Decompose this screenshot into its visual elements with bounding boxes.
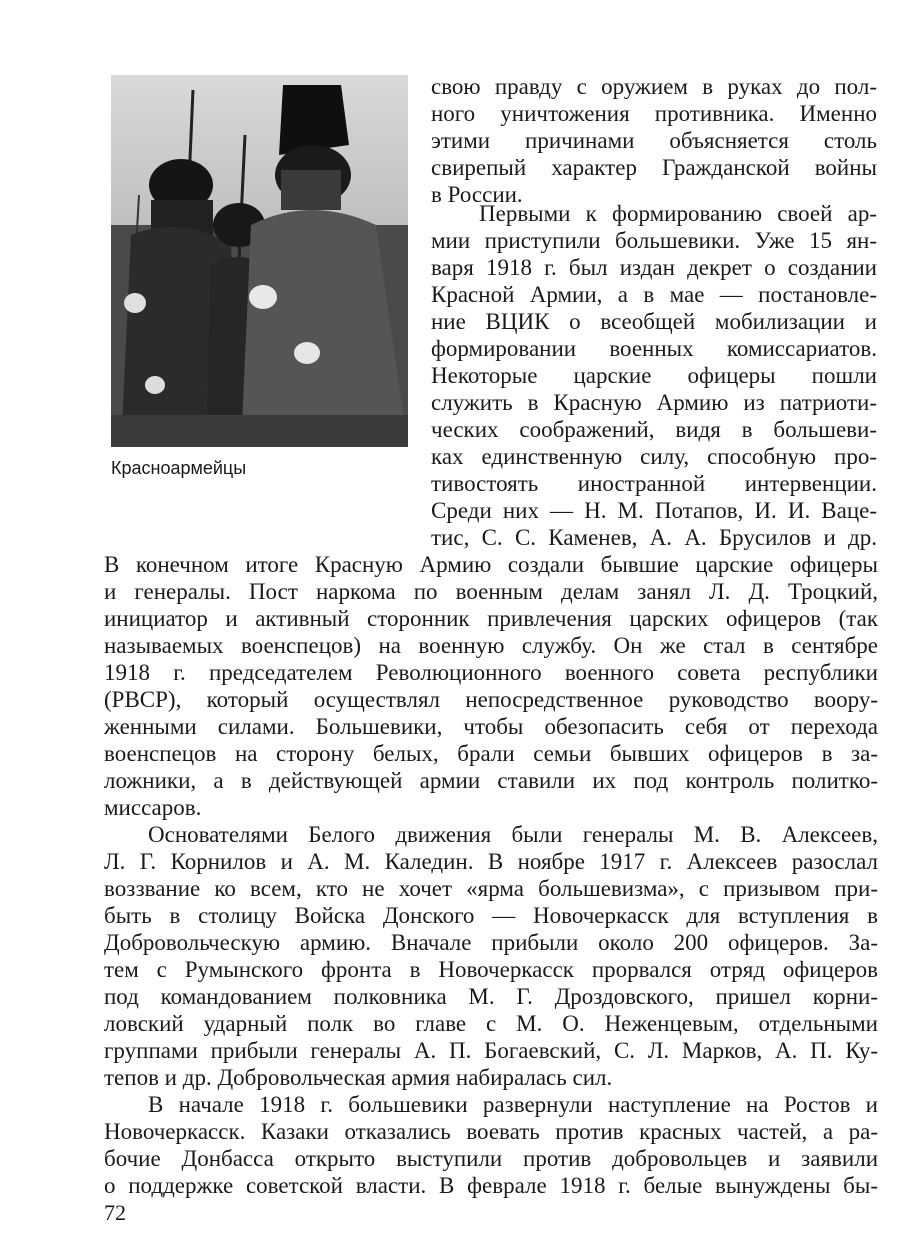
text-line: быть в столицу Войска Донского — Новочеркасск для вступления в (104, 903, 878, 928)
text-line: ловский ударный полк во главе с М. О. Неженцевым, отдельными (104, 1011, 878, 1036)
text-line: Среди них — Н. М. Потапов, И. И. Ваце- (431, 498, 877, 523)
text-line: ческих соображений, видя в большеви- (431, 417, 877, 442)
text-line: Новочеркасск. Казаки отказались воевать против красных частей, а ра- (104, 1119, 878, 1144)
text-line: Добровольческую армию. Вначале прибыли около 200 офицеров. За- (104, 930, 878, 955)
text-line: Основателями Белого движения были генералы М. В. Алексеев, (148, 822, 878, 847)
text-line: варя 1918 г. был издан декрет о создании (431, 255, 877, 280)
text-line: бочие Донбасса открыто выступили против добровольцев и заявили (104, 1146, 878, 1171)
text-line: инициатор и активный сторонник привлечения царских офицеров (так (104, 606, 878, 631)
text-line: этими причинами объясняется столь (431, 128, 877, 153)
text-line: Красной Армии, а в мае — постановле- (431, 282, 877, 307)
text-line: военспецов на сторону белых, брали семьи бывших офицеров в за- (104, 741, 878, 766)
text-line: группами прибыли генералы А. П. Богаевский, С. Л. Марков, А. П. Ку- (104, 1038, 878, 1063)
text-line: миссаров. (104, 795, 202, 820)
photo-illustration (111, 75, 408, 447)
text-line: Некоторые царские офицеры пошли (431, 363, 877, 388)
text-line: В начале 1918 г. большевики развернули наступление на Ростов и (148, 1092, 878, 1117)
text-line: и генералы. Пост наркома по военным делам занял Л. Д. Троцкий, (104, 579, 878, 604)
page-number: 72 (104, 1200, 126, 1225)
text-line: служить в Красную Армию из патриоти- (431, 390, 877, 415)
text-line: ложники, а в действующей армии ставили их под контроль политко- (104, 768, 878, 793)
text-line: формировании военных комиссариатов. (431, 336, 877, 361)
text-line: 1918 г. председателем Революционного военного совета республики (104, 660, 878, 685)
text-line: свирепый характер Гражданской войны (431, 155, 877, 180)
text-line: свою правду с оружием в руках до пол- (431, 74, 877, 99)
text-line: тивостоять иностранной интервенции. (431, 471, 877, 496)
text-line: в России. (431, 182, 523, 207)
text-line: Л. Г. Корнилов и А. М. Каледин. В ноябре 1917 г. Алексеев разослал (104, 849, 878, 874)
text-line: ках единственную силу, способную про- (431, 444, 877, 469)
text-line: Первыми к формированию своей ар- (479, 201, 877, 226)
text-line: воззвание ко всем, кто не хочет «ярма большевизма», с призывом при- (104, 876, 878, 901)
text-line: В конечном итоге Красную Армию создали бывшие царские офицеры (104, 552, 878, 577)
text-line: тем с Румынского фронта в Новочеркасск прорвался отряд офицеров (104, 957, 878, 982)
text-line: ние ВЦИК о всеобщей мобилизации и (431, 309, 877, 334)
text-line: под командованием полковника М. Г. Дроздовского, пришел корни- (104, 984, 878, 1009)
photo-red-army-soldiers (111, 75, 408, 447)
text-line: тис, С. С. Каменев, А. А. Брусилов и др. (431, 525, 877, 550)
photo-caption: Красноармейцы (111, 458, 247, 478)
text-line: женными силами. Большевики, чтобы обезопасить себя от перехода (104, 714, 878, 739)
text-line: ного уничтожения противника. Именно (431, 101, 877, 126)
text-line: тепов и др. Добровольческая армия набиралась сил. (104, 1065, 613, 1090)
text-line: (РВСР), который осуществлял непосредственное руководство воору- (104, 687, 878, 712)
text-line: называемых военспецов) на военную службу. Он же стал в сентябре (104, 633, 878, 658)
text-line: о поддержке советской власти. В феврале 1918 г. белые вынуждены бы- (104, 1173, 878, 1198)
text-line: мии приступили большевики. Уже 15 ян- (431, 228, 877, 253)
